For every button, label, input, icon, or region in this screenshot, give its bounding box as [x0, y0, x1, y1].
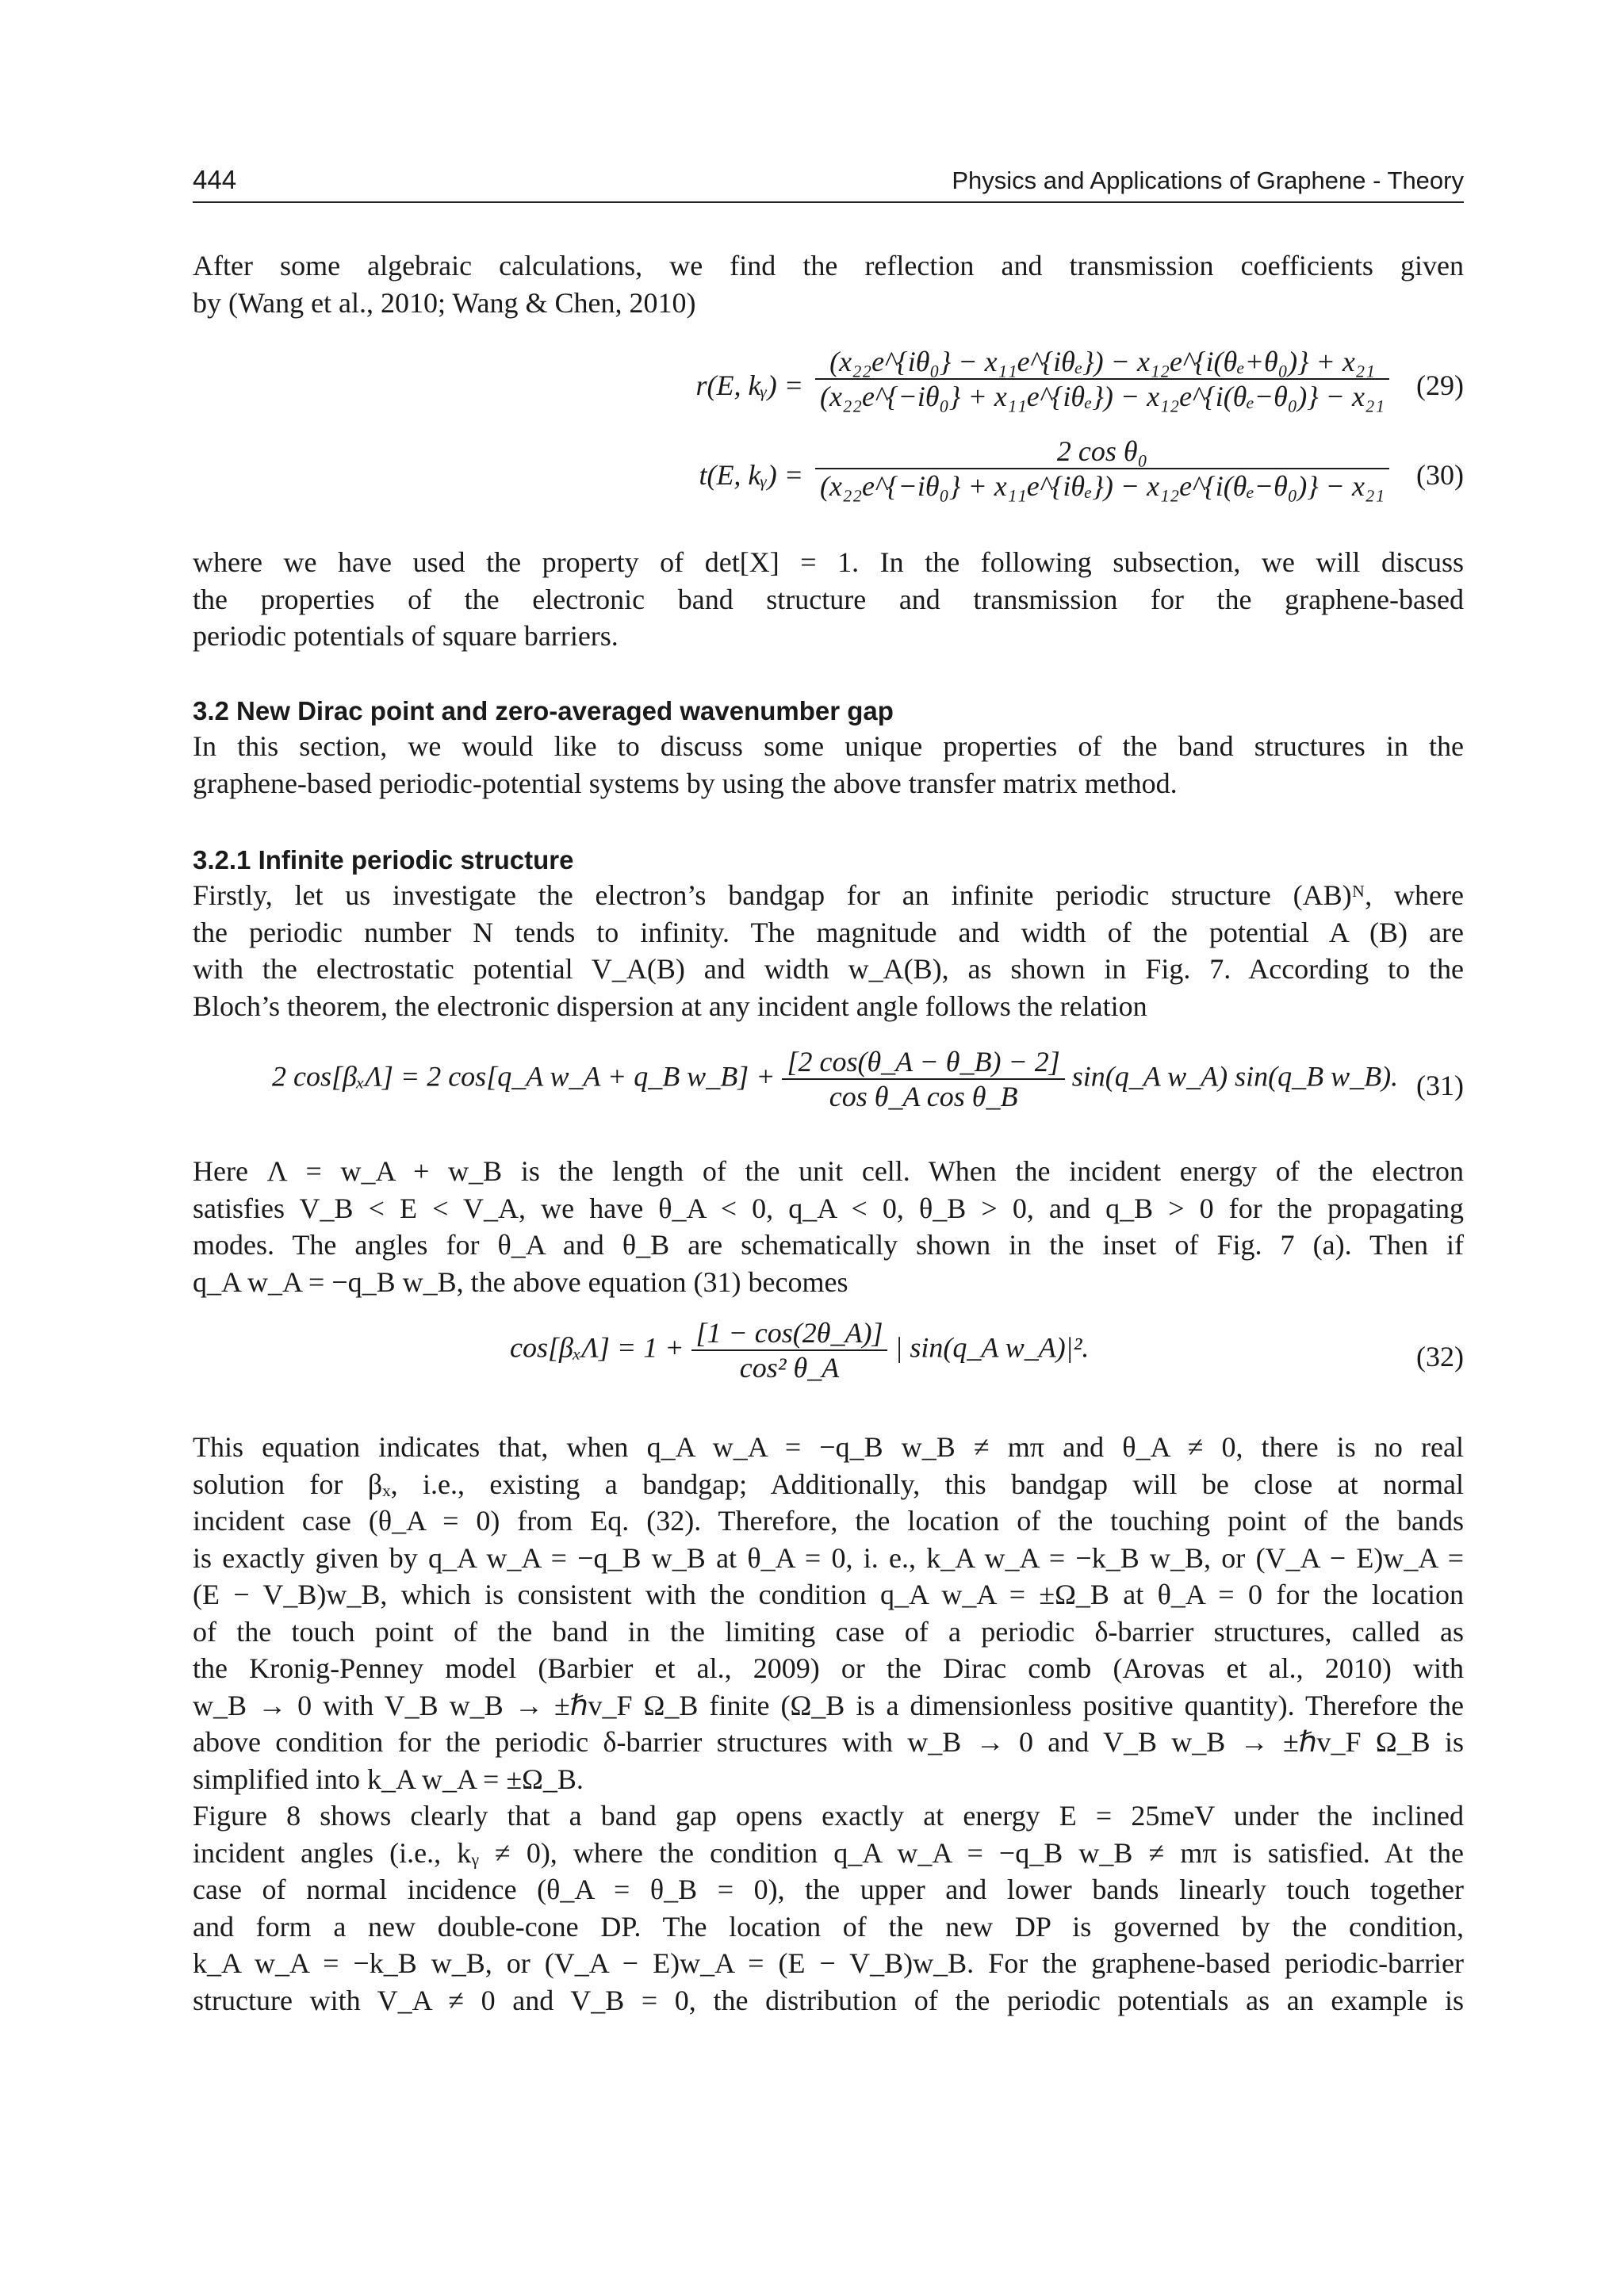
- text-line: is exactly given by q_A w_A = −q_B w_B at θ_A = 0, i. e., k_A w_A = −k_B w_B, or (V_A − E)w_A =: [193, 1541, 1464, 1574]
- text-line: incident angles (i.e., kᵧ ≠ 0), where the condition q_A w_A = −q_B w_B ≠ mπ is satisfied. At the: [193, 1836, 1464, 1869]
- fraction: [782, 1045, 1064, 1113]
- text-line: above condition for the periodic δ-barrier structures with w_B → 0 and V_B w_B → ±ℏv_F Ω_B is: [193, 1726, 1464, 1758]
- equation-number: (32): [1416, 1341, 1464, 1372]
- equation-lhs: r(E, kᵧ) =: [695, 369, 803, 401]
- text-line: with the electrostatic potential V_A(B) and width w_A(B), as shown in Fig. 7. According to the: [193, 953, 1464, 985]
- equation-number: (31): [1416, 1070, 1464, 1101]
- paragraph-after-eq31: [193, 1153, 1464, 1300]
- section-heading-3-2: 3.2 New Dirac point and zero-averaged wavenumber gap: [193, 696, 894, 725]
- text-line: and form a new double-cone DP. The location of the new DP is governed by the condition,: [193, 1910, 1464, 1943]
- equation-body: [510, 1316, 1089, 1384]
- text-line: Figure 8 shows clearly that a band gap opens exactly at energy E = 25meV under the inclined: [193, 1800, 1464, 1832]
- fraction: [815, 345, 1389, 413]
- fraction-numerator: (x₂₂e^{iθ₀} − x₁₁e^{iθₑ}) − x₁₂e^{i(θₑ+θ₀)} + x₂₁: [815, 345, 1389, 380]
- paragraph-3-2: [193, 728, 1464, 802]
- equation-32: [193, 1316, 1464, 1395]
- fraction-denominator: (x₂₂e^{−iθ₀} + x₁₁e^{iθₑ}) − x₁₂e^{i(θₑ−θ₀)} − x₂₁: [820, 470, 1385, 502]
- text-line: the Kronig-Penney model (Barbier et al., 2009) or the Dirac comb (Arovas et al., 2010) with: [193, 1652, 1464, 1684]
- header-rule: [193, 201, 1464, 203]
- equation-31: [193, 1045, 1464, 1124]
- text-line: q_A w_A = −q_B w_B, the above equation (31) becomes: [193, 1265, 848, 1298]
- equation-30: [193, 434, 1464, 514]
- fraction-numerator: 2 cos θ₀: [815, 434, 1389, 469]
- equation-rhs: | sin(q_A w_A)|².: [894, 1331, 1090, 1364]
- text-line: w_B → 0 with V_B w_B → ±ℏv_F Ω_B finite (Ω_B is a dimensionless positive quantity). Therefore the: [193, 1689, 1464, 1721]
- fraction: [815, 434, 1389, 503]
- paragraph-after-eq32: [193, 1429, 1464, 2019]
- text-line: After some algebraic calculations, we find the reflection and transmission coefficients given: [193, 250, 1464, 281]
- section-heading-3-2-1: 3.2.1 Infinite periodic structure: [193, 845, 574, 875]
- text-line: (E − V_B)w_B, which is consistent with the condition q_A w_A = ±Ω_B at θ_A = 0 for the location: [193, 1579, 1464, 1610]
- text-line: Firstly, let us investigate the electron’s bandgap for an infinite periodic structure (AB)ᴺ, where: [193, 879, 1464, 911]
- running-header: [193, 165, 1464, 201]
- text-line: satisfies V_B < E < V_A, we have θ_A < 0, q_A < 0, θ_B > 0, and q_B > 0 for the propagating: [193, 1192, 1464, 1224]
- running-title: Physics and Applications of Graphene - Theory: [952, 167, 1464, 194]
- text-line: structure with V_A ≠ 0 and V_B = 0, the distribution of the periodic potentials as an example is: [193, 1984, 1464, 2016]
- text-line: the periodic number N tends to infinity. The magnitude and width of the potential A (B) are: [193, 916, 1464, 948]
- fraction-denominator: cos θ_A cos θ_B: [829, 1081, 1018, 1112]
- text-line: the properties of the electronic band structure and transmission for the graphene-based: [193, 583, 1464, 615]
- fraction-denominator: cos² θ_A: [739, 1352, 840, 1384]
- text-line: simplified into k_A w_A = ±Ω_B.: [193, 1763, 584, 1795]
- equation-lhs: t(E, kᵧ) =: [699, 459, 803, 491]
- equation-29: [193, 345, 1464, 424]
- fraction-denominator: (x₂₂e^{−iθ₀} + x₁₁e^{iθₑ}) − x₁₂e^{i(θₑ−θ₀)} − x₂₁: [820, 381, 1385, 412]
- equation-lhs: cos[βₓΛ] = 1 +: [510, 1331, 684, 1364]
- text-line: incident case (θ_A = 0) from Eq. (32). Therefore, the location of the touching point of the bands: [193, 1505, 1464, 1537]
- text-line: where we have used the property of det[X] = 1. In the following subsection, we will discuss: [193, 546, 1464, 578]
- fraction-numerator: [1 − cos(2θ_A)]: [691, 1316, 888, 1351]
- text-line: k_A w_A = −k_B w_B, or (V_A − E)w_A = (E − V_B)w_B. For the graphene-based periodic-barrier: [193, 1947, 1464, 1979]
- page-number: 444: [193, 165, 237, 194]
- equation-number: (30): [1416, 459, 1464, 491]
- text-line: case of normal incidence (θ_A = θ_B = 0), the upper and lower bands linearly touch together: [193, 1874, 1464, 1905]
- equation-fraction: [815, 345, 1389, 413]
- text-line: periodic potentials of square barriers.: [193, 620, 619, 652]
- fraction: [691, 1316, 888, 1384]
- paragraph-after-eq30: [193, 544, 1464, 655]
- fraction-numerator: [2 cos(θ_A − θ_B) − 2]: [782, 1045, 1064, 1080]
- text-line: modes. The angles for θ_A and θ_B are schematically shown in the inset of Fig. 7 (a). Then if: [193, 1229, 1464, 1261]
- equation-lhs: 2 cos[βₓΛ] = 2 cos[q_A w_A + q_B w_B] +: [272, 1060, 776, 1093]
- text-line: solution for βₓ, i.e., existing a bandgap; Additionally, this bandgap will be close at normal: [193, 1468, 1464, 1500]
- text-line: of the touch point of the band in the limiting case of a periodic δ-barrier structures, called as: [193, 1615, 1464, 1648]
- equation-body: [272, 1045, 1398, 1113]
- text-line: Bloch’s theorem, the electronic dispersion at any incident angle follows the relation: [193, 990, 1147, 1022]
- text-line: In this section, we would like to discuss some unique properties of the band structures in the: [193, 730, 1464, 762]
- equation-number: (29): [1416, 369, 1464, 401]
- text-line: This equation indicates that, when q_A w_A = −q_B w_B ≠ mπ and θ_A ≠ 0, there is no real: [193, 1431, 1464, 1463]
- paragraph-3-2-1: [193, 877, 1464, 1024]
- text-line: by (Wang et al., 2010; Wang & Chen, 2010): [193, 286, 696, 319]
- paragraph-intro: [193, 247, 1464, 321]
- equation-fraction: [815, 434, 1389, 503]
- equation-rhs: sin(q_A w_A) sin(q_B w_B).: [1071, 1060, 1399, 1093]
- text-line: Here Λ = w_A + w_B is the length of the unit cell. When the incident energy of the electron: [193, 1155, 1464, 1187]
- text-line: graphene-based periodic-potential systems by using the above transfer matrix method.: [193, 767, 1178, 799]
